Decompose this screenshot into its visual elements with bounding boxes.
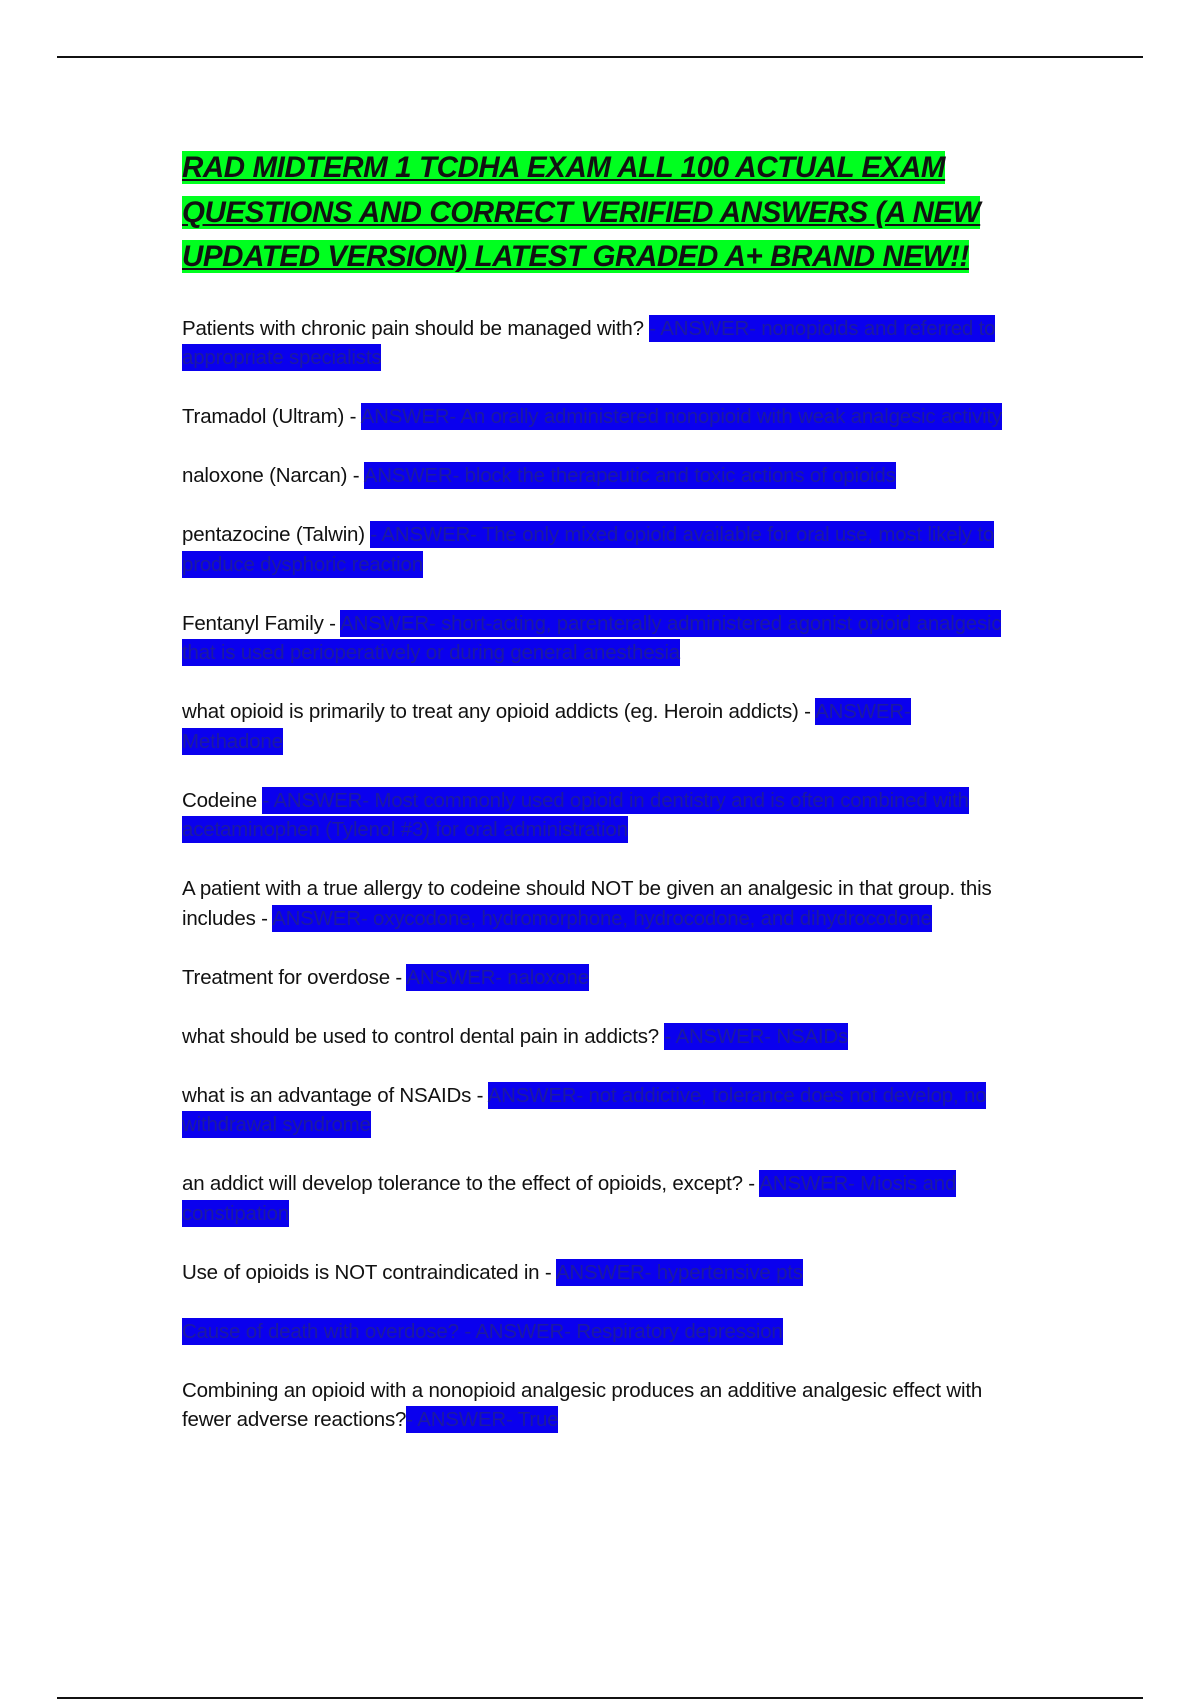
answer-text: - ANSWER- Most commonly used opioid in dentistry and is often combined with acetaminophen (Tylenol #3) for oral administration [182,788,969,841]
answer-text: ANSWER- block the therapeutic and toxic actions of opioids [363,464,896,487]
qa-item [182,520,1014,579]
answer-text: - ANSWER- True [406,1408,559,1431]
qa-item [182,1258,1014,1288]
answer-text: ANSWER- Methadone [182,700,911,753]
question-text: Codeine [182,788,263,812]
header-rule [57,56,1143,58]
qa-item [182,402,1014,432]
question-text: what opioid is primarily to treat any opioid addicts (eg. Heroin addicts) - [182,700,816,723]
qa-item [182,1169,1014,1228]
qa-item [182,314,1014,373]
question-text: Use of opioids is NOT contraindicated in - [182,1260,556,1284]
answer-text: - ANSWER- NSAIDs [664,1024,849,1048]
answer-text: ANSWER- oxycodone, hydromorphone, hydrocodone, and dihydrocodone [272,906,932,930]
question-text: what is an advantage of NSAIDs - [182,1083,488,1107]
document-body [182,146,1014,1464]
question-text: Tramadol (Ultram) - [182,405,361,428]
qa-item [182,963,1014,993]
question-text: Patients with chronic pain should be managed with? [182,316,650,340]
qa-item [182,1376,1014,1435]
qa-item [182,1022,1014,1052]
qa-list [182,314,1014,1435]
qa-item [182,461,1014,491]
question-text: naloxone (Narcan) - [182,464,364,487]
qa-item [182,874,1014,933]
answer-text: ANSWER- naloxone [406,965,589,989]
answer-text: Cause of death with overdose? - ANSWER- Respiratory depression [182,1319,783,1343]
qa-item [182,786,1014,845]
question-text: Fentanyl Family - [182,611,341,635]
question-text: Combining an opioid with a nonopioid analgesic produces an additive analgesic effect with fewer adverse reactions? [182,1378,983,1431]
question-text: an addict will develop tolerance to the effect of opioids, except? - [182,1172,760,1195]
answer-text: ANSWER- Miosis and constipation [182,1172,957,1225]
question-text: pentazocine (Talwin) [182,523,371,546]
answer-text: - ANSWER- The only mixed opioid available for oral use, most likely to produce dysphoric reaction [182,523,995,576]
answer-text: ANSWER- short-acting, parenterally administered agonist opioid analgesic that is used perioperatively or during general anesthesia [182,611,1002,664]
question-text: A patient with a true allergy to codeine should NOT be given an analgesic in that group. this includes - [182,877,992,930]
qa-item [182,609,1014,668]
answer-text: ANSWER- An orally administered nonopioid with weak analgesic activity [360,405,1002,428]
document-title [182,146,1014,280]
document-title-text: RAD MIDTERM 1 TCDHA EXAM ALL 100 ACTUAL EXAM QUESTIONS AND CORRECT VERIFIED ANSWERS (A NEW UPDATED VERSION) LATEST GRADED A+ BRAND NEW!! [182,151,981,273]
qa-item [182,697,1014,756]
qa-item [182,1317,1014,1347]
qa-item [182,1081,1014,1140]
question-text: what should be used to control dental pain in addicts? [182,1024,665,1048]
question-text: Treatment for overdose - [182,965,407,989]
footer-rule [57,1697,1143,1699]
answer-text: ANSWER- not addictive, tolerance does not develop, no withdrawal syndrome [182,1083,987,1136]
answer-text: - ANSWER- nonopioids and referred to appropriate specialists [182,316,996,369]
answer-text: ANSWER- hypertensive pts [555,1260,803,1284]
